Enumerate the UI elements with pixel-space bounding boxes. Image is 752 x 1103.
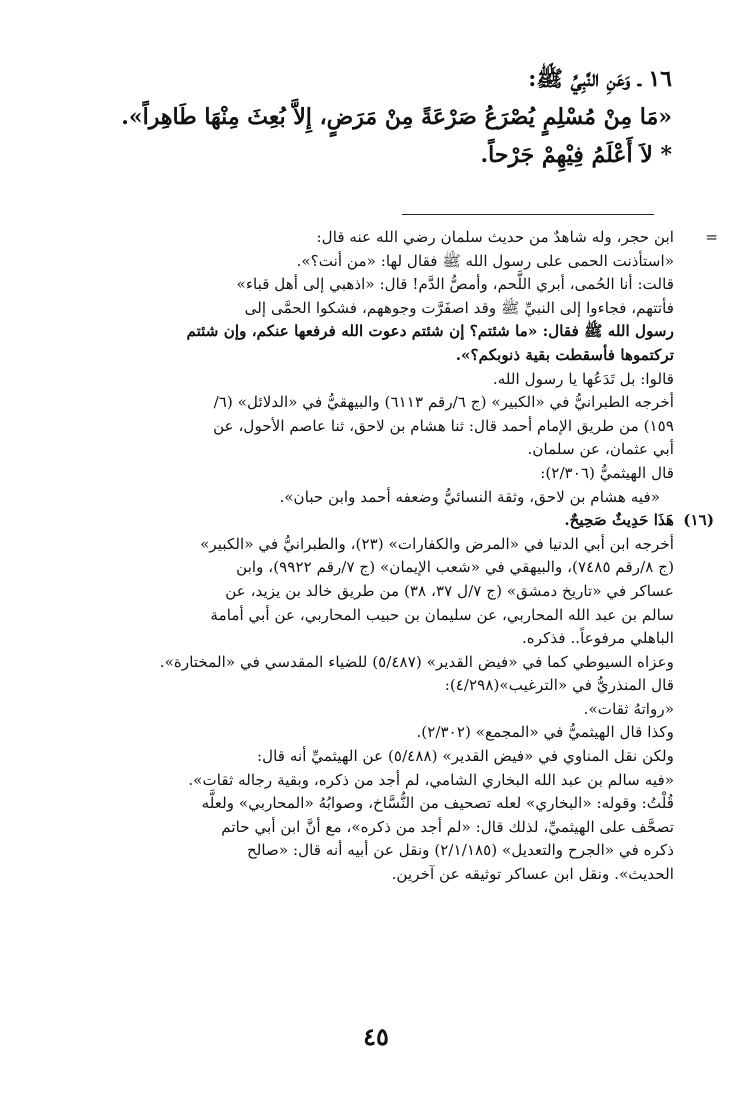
footnote-line: ذكره في «الجرح والتعديل» (٢/١/١٨٥) ونقل عن أبيه أنه قال: «صالح (246, 841, 674, 860)
hadith-text: «مَا مِنْ مُسْلِمٍ يُصْرَعُ صَرْعَةً مِنْ مَرَضٍ، إِلاَّ بُعِثَ مِنْهَا طَاهِراً». (121, 104, 672, 130)
footnote-line: أخرجه ابن أبي الدنيا في «المرض والكفارات» (٢٣)، والطبرانيُّ في «الكبير» (200, 534, 674, 553)
footnote-line: تركتموها فأسقطت بقية ذنوبكم؟». (455, 345, 674, 364)
main-text (72, 60, 672, 174)
footnote-line: «رواتهُ ثقات». (583, 699, 674, 718)
footnote-line: وكذا قال الهيثميُّ في «المجمع» (٢/٣٠٢). (416, 723, 674, 742)
footnote-line: رسول الله ﷺ فقال: «ما شئتم؟ إن شئتم دعوت الله فرفعها عنكم، وإن شئتم (186, 322, 674, 341)
footnote-line: وعزاه السيوطي كما في «فيض القدير» (٥/٤٨٧) للضياء المقدسي في «المختارة». (159, 652, 674, 671)
footnote-line: قُلْتُ: وقوله: «البخاري» لعله تصحيف من النُّسَّاخ، وصوابُهُ «المحاربي» ولعلَّه (201, 794, 674, 813)
footnote-line: أخرجه الطبرانيُّ في «الكبير» (ج ٦/رقم ٦١١٣) والبيهقيُّ في «الدلائل» (٦/ (213, 393, 674, 412)
footnote-line: «فيه سالم بن عبد الله البخاري الشامي، لم أجد من ذكره، وبقية رجاله ثقات». (188, 770, 674, 789)
footnote-line: أبي عثمان، عن سلمان. (527, 440, 674, 459)
hadith-16-footnote-heading (74, 509, 714, 533)
page-number: ٤٥ (363, 1022, 389, 1051)
footnote-line: «استأذنت الحمى على رسول الله ﷺ فقال لها: «من أنت؟». (296, 251, 674, 270)
footnote-line: عساكر في «تاريخ دمشق» (ج ٧/ل ٣٧، ٣٨) من طريق خالد بن يزيد، عن (225, 581, 674, 600)
footnote-line: قال الهيثميُّ (٢/٣٠٦): (540, 463, 674, 482)
footnote-separator (402, 214, 654, 215)
footnote-line: قال المنذريُّ في «الترغيب»(٤/٢٩٨): (444, 676, 674, 695)
footnote-line: قالت: أنا الحُمى، أبري اللَّحم، وأمصُّ الدَّم! قال: «اذهبي إلى أهل قباء» (236, 275, 674, 294)
continuation-mark: = (705, 228, 718, 246)
footnote-line: سالم بن عبد الله المحاربي، عن سليمان بن حبيب المحاربي، عن أبي أمامة (210, 605, 674, 624)
footnote-line: «فيه هشام بن لاحق، وثقة النسائيُّ وضعفه أحمد وابن حبان». (279, 487, 660, 506)
hadith-heading: ١٦ ـ وَعَنِ النَّبِيِّ ﷺ: (528, 66, 672, 92)
grading-heading: هَذَا حَدِيثٌ صَحِيحٌ. (564, 511, 674, 530)
footnote-line: فأتتهم، فجاءوا إلى النبيِّ ﷺ وقد اصفَرَّت وجوههم، فشكوا الحمَّى إلى (244, 298, 674, 317)
footnotes (74, 226, 718, 887)
footnote-line: (ج ٨/رقم ٧٤٨٥)، والبيهقي في «شعب الإيمان» (ج ٧/رقم ٩٩٢٢)، وابن (236, 558, 674, 577)
footnote-line: قالوا: بل تَدَعُها يا رسول الله. (492, 369, 674, 388)
footnote-line: الباهلي مرفوعاً.. فذكره. (521, 629, 674, 648)
footnote-number: (١٦) (683, 511, 714, 530)
grading-note: * لاَ أَعْلَمُ فِيْهِمْ جَرْحاً. (480, 142, 672, 168)
footnote-line: ١٥٩) من طريق الإمام أحمد قال: ثنا هشام بن لاحق، ثنا عاصم الأحول، عن (213, 416, 674, 435)
footnote-line: تصحَّف على الهيثميِّ، لذلك قال: «لم أجد من ذكره»، مع أنَّ ابن أبي حاتم (221, 817, 674, 836)
footnote-line: ولكن نقل المناوي في «فيض القدير» (٥/٤٨٨) عن الهيثميِّ أنه قال: (256, 747, 674, 766)
footnote-line: = ابن حجر، وله شاهدٌ من حديث سلمان رضي الله عنه قال: (74, 226, 674, 250)
footnote-line: الحديث». ونقل ابن عساكر توثيقه عن آخرين. (391, 865, 674, 884)
